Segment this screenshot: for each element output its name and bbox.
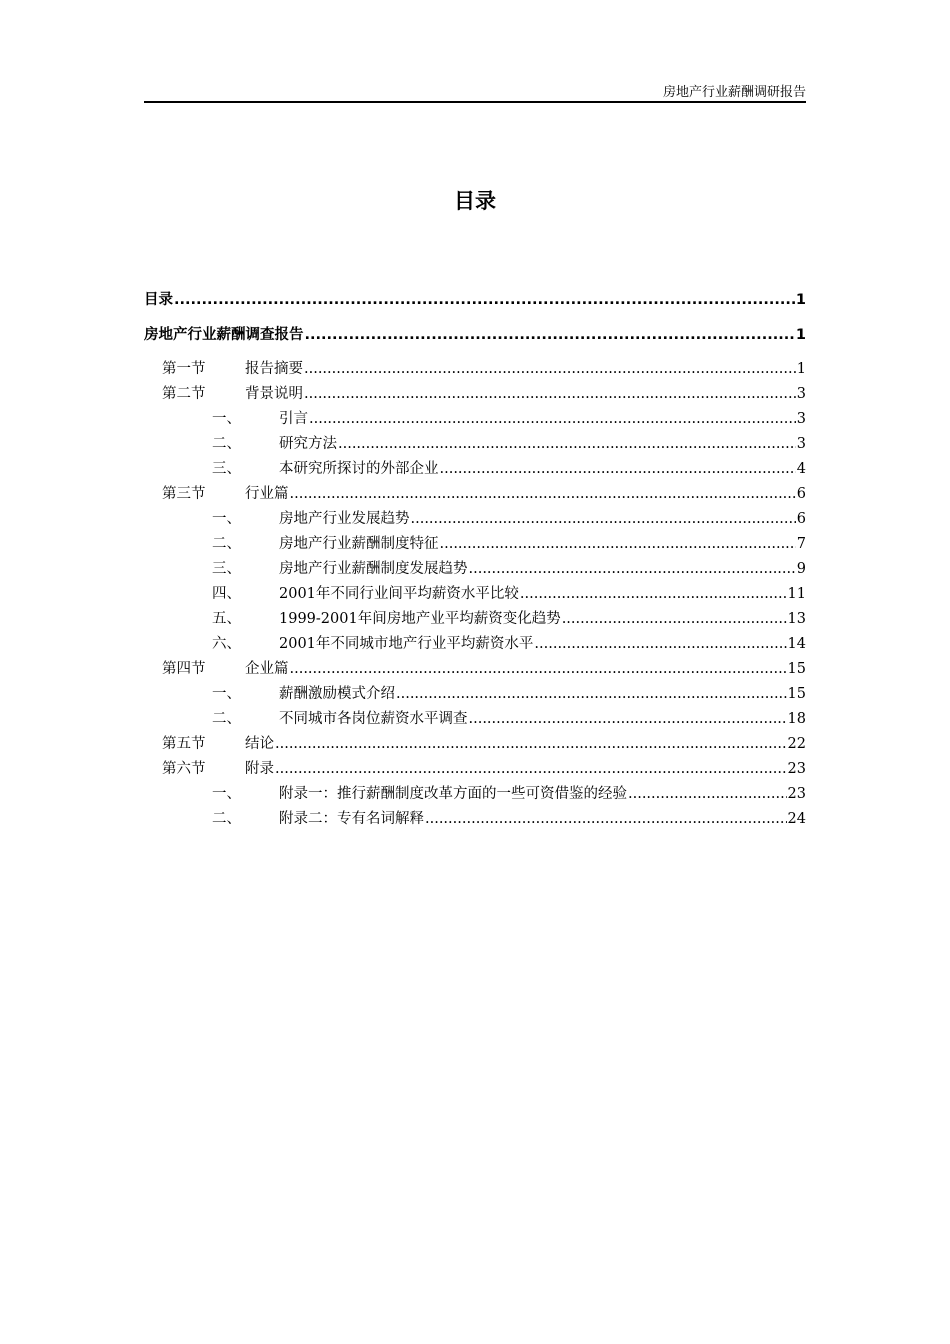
toc-entry[interactable] [144,288,806,312]
toc-entry-label: 房地产行业发展趋势 [279,511,410,527]
toc-page-number: 11 [787,586,806,602]
toc-entry-label: 1999-2001年间房地产业平均薪资变化趋势 [279,611,561,627]
toc-entry-number: 第四节 [162,661,206,677]
toc-entry-label: 房地产行业薪酬制度特征 [279,536,439,552]
toc-dot-leader [440,532,796,556]
toc-page-number: 13 [787,611,806,627]
toc-entry-label: 引言 [279,411,308,427]
toc-page-number: 1 [795,292,806,308]
toc-entry-label: 附录二：专有名词解释 [279,811,424,827]
toc-entry[interactable] [162,482,806,506]
toc-entry-number: 二、 [212,811,241,827]
toc-entry-label: 背景说明 [245,386,303,402]
toc-entry[interactable] [212,507,806,531]
toc-entry-label: 房地产行业薪酬制度发展趋势 [279,561,468,577]
toc-dot-leader [440,457,796,481]
toc-entry-label: 研究方法 [279,436,337,452]
toc-entry[interactable] [162,757,806,781]
toc-page-number: 18 [787,711,806,727]
toc-entry-number: 一、 [212,686,241,702]
toc-entry-number: 第三节 [162,486,206,502]
toc-page-number: 6 [796,511,806,527]
toc-entry-number: 六、 [212,636,241,652]
toc-page-number: 3 [796,386,806,402]
toc-page-number: 24 [787,811,806,827]
toc-entry-number: 三、 [212,461,241,477]
toc-dot-leader [275,757,787,781]
toc-entry[interactable] [212,407,806,431]
toc-dot-leader [305,323,795,347]
toc-entry-label: 行业篇 [245,486,289,502]
toc-page-number: 3 [796,411,806,427]
toc-entry-label: 2001年不同行业间平均薪资水平比较 [279,586,519,602]
toc-dot-leader [469,707,787,731]
toc-page-number: 1 [795,327,806,343]
toc-page-number: 22 [787,736,806,752]
toc-page-number: 15 [787,661,806,677]
toc-entry[interactable] [212,432,806,456]
toc-entry-number: 三、 [212,561,241,577]
toc-entry-number: 第一节 [162,361,206,377]
toc-entry-label: 薪酬激励模式介绍 [279,686,395,702]
toc-dot-leader [304,382,796,406]
toc-page-number: 15 [787,686,806,702]
toc-dot-leader [534,632,786,656]
toc-entry-number: 第五节 [162,736,206,752]
toc-dot-leader [520,582,787,606]
toc-entry[interactable] [212,607,806,631]
toc-page-number: 6 [796,486,806,502]
toc-entry-number: 二、 [212,536,241,552]
toc-dot-leader [304,357,796,381]
toc-entry-label: 附录 [245,761,274,777]
toc-entry[interactable] [162,382,806,406]
toc-dot-leader [174,288,795,312]
toc-entry-number: 第二节 [162,386,206,402]
toc-entry-label: 结论 [245,736,274,752]
toc-entry-label: 企业篇 [245,661,289,677]
toc-entry-label: 房地产行业薪酬调查报告 [144,327,304,343]
toc-entry-number: 二、 [212,711,241,727]
toc-entry-number: 五、 [212,611,241,627]
toc-entry-number: 一、 [212,511,241,527]
toc-dot-leader [396,682,787,706]
toc-page-number: 23 [787,761,806,777]
toc-page-number: 9 [796,561,806,577]
toc-dot-leader [290,657,787,681]
toc-dot-leader [411,507,796,531]
toc-entry-number: 一、 [212,411,241,427]
header-title: 房地产行业薪酬调研报告 [662,85,806,100]
toc-entry-label: 不同城市各岗位薪资水平调查 [279,711,468,727]
toc-entry[interactable] [212,457,806,481]
toc-entry-label: 附录一：推行薪酬制度改革方面的一些可资借鉴的经验 [279,786,627,802]
toc-entry-number: 一、 [212,786,241,802]
toc-entry[interactable] [212,582,806,606]
toc-entry-number: 四、 [212,586,241,602]
toc-dot-leader [275,732,787,756]
toc-entry[interactable] [212,807,806,831]
toc-dot-leader [425,807,787,831]
toc-entry[interactable] [212,532,806,556]
toc-page-number: 4 [796,461,806,477]
toc-page-number: 14 [787,636,806,652]
toc-entry-label: 本研究所探讨的外部企业 [279,461,439,477]
toc-entry-number: 二、 [212,436,241,452]
toc-page-number: 7 [796,536,806,552]
toc-dot-leader [309,407,796,431]
toc-entry[interactable] [162,732,806,756]
toc-entry[interactable] [212,707,806,731]
toc-entry-number: 第六节 [162,761,206,777]
toc-entry[interactable] [212,782,806,806]
toc-page-number: 3 [796,436,806,452]
toc-entry[interactable] [212,682,806,706]
toc-entry-label: 2001年不同城市地产行业平均薪资水平 [279,636,534,652]
toc-entry-label: 目录 [144,292,173,308]
toc-entry[interactable] [162,357,806,381]
page-header [144,84,806,103]
toc-page-number: 23 [787,786,806,802]
toc-dot-leader [469,557,796,581]
toc-dot-leader [338,432,796,456]
toc-entry[interactable] [144,323,806,347]
toc-entry-label: 报告摘要 [245,361,303,377]
toc-dot-leader [628,782,787,806]
toc-dot-leader [290,482,796,506]
toc-page-number: 1 [796,361,806,377]
toc-entry[interactable] [212,632,806,656]
toc-entry[interactable] [162,657,806,681]
toc-dot-leader [562,607,787,631]
page-title: 目录 [454,189,496,213]
toc-entry[interactable] [212,557,806,581]
